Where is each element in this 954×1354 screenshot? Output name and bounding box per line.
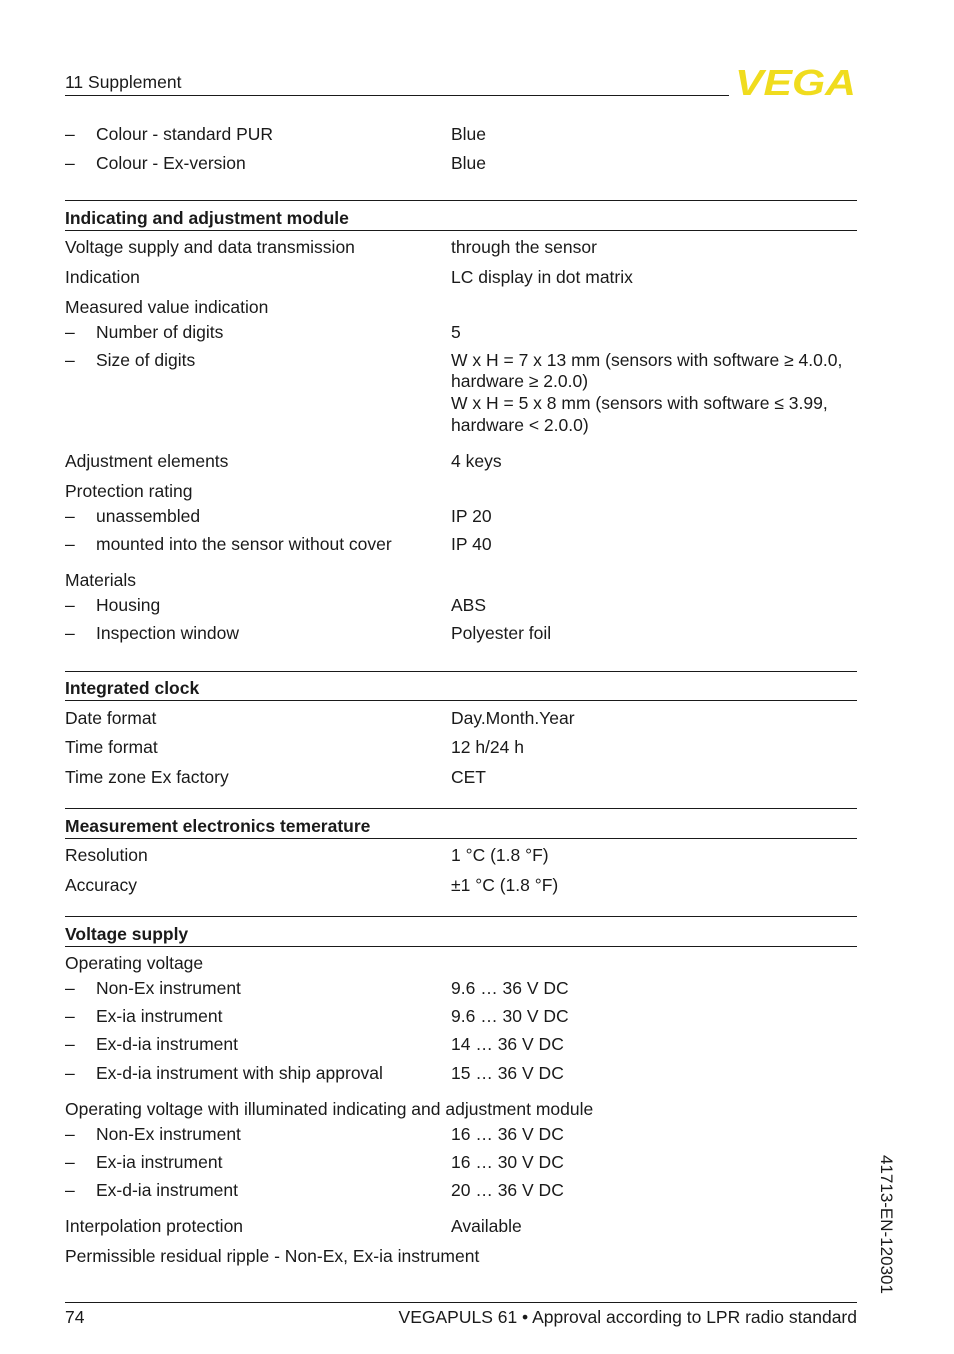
colour-ex-label: Colour - Ex-version [96, 153, 246, 173]
illuminated-voltage-label: Operating voltage with illuminated indicating and adjustment module [65, 1099, 594, 1119]
ill-non-ex-value: 16 … 36 V DC [451, 1124, 564, 1144]
ill-ex-d-ia-value: 20 … 36 V DC [451, 1180, 564, 1200]
digits-value: 5 [451, 322, 461, 342]
mounted-label: mounted into the sensor without cover [96, 534, 392, 554]
dash-marker: – [65, 350, 75, 370]
indication-value: LC display in dot matrix [451, 267, 633, 287]
dash-marker: – [65, 322, 75, 342]
section-title-voltage-supply: Voltage supply [65, 924, 189, 944]
ill-ex-ia-label: Ex-ia instrument [96, 1152, 223, 1172]
ill-ex-ia-value: 16 … 30 V DC [451, 1152, 564, 1172]
op-non-ex-value: 9.6 … 36 V DC [451, 978, 569, 998]
dash-marker: – [65, 1180, 75, 1200]
size-digits-value-line2: hardware ≥ 2.0.0) [451, 371, 589, 391]
section-rule [65, 808, 857, 809]
inspection-window-value: Polyester foil [451, 623, 552, 643]
colour-standard-label: Colour - standard PUR [96, 124, 274, 144]
size-digits-label: Size of digits [96, 350, 196, 370]
digits-label: Number of digits [96, 322, 224, 342]
size-digits-value-line3: W x H = 5 x 8 mm (sensors with software ≤ 3.99, [451, 393, 828, 413]
section-rule [65, 230, 857, 231]
op-ship-approval-value: 15 … 36 V DC [451, 1063, 564, 1083]
vega-logo [735, 66, 857, 98]
dash-marker: – [65, 623, 75, 643]
section-header: 11 Supplement [65, 72, 182, 92]
doc-title: VEGAPULS 61 • Approval according to LPR radio standard [398, 1307, 857, 1327]
adjustment-elements-value: 4 keys [451, 451, 502, 471]
op-ship-approval-label: Ex-d-ia instrument with ship approval [96, 1063, 383, 1083]
interpolation-label: Interpolation protection [65, 1216, 244, 1236]
dash-marker: – [65, 1063, 75, 1083]
section-title-temperature: Measurement electronics temerature [65, 816, 371, 836]
accuracy-label: Accuracy [65, 875, 137, 895]
residual-ripple-label: Permissible residual ripple - Non-Ex, Ex-ia instrument [65, 1246, 480, 1266]
housing-value: ABS [451, 595, 487, 615]
header-rule [65, 95, 729, 96]
housing-label: Housing [96, 595, 161, 615]
doc-id: 41713-EN-120301 [877, 1155, 896, 1294]
ill-ex-d-ia-label: Ex-d-ia instrument [96, 1180, 238, 1200]
dash-marker: – [65, 595, 75, 615]
date-format-value: Day.Month.Year [451, 708, 575, 728]
date-format-label: Date format [65, 708, 157, 728]
op-ex-ia-label: Ex-ia instrument [96, 1006, 223, 1026]
op-ex-ia-value: 9.6 … 30 V DC [451, 1006, 569, 1026]
ill-non-ex-label: Non-Ex instrument [96, 1124, 241, 1144]
mounted-value: IP 40 [451, 534, 492, 554]
section-rule [65, 916, 857, 917]
resolution-label: Resolution [65, 845, 148, 865]
colour-ex-value: Blue [451, 153, 487, 173]
section-rule [65, 200, 857, 201]
indication-label: Indication [65, 267, 140, 287]
unassembled-value: IP 20 [451, 506, 492, 526]
section-title-display-module: Indicating and adjustment module [65, 208, 349, 228]
section-rule [65, 700, 857, 701]
dash-marker: – [65, 1152, 75, 1172]
dash-marker: – [65, 124, 75, 144]
op-ex-d-ia-value: 14 … 36 V DC [451, 1034, 564, 1054]
section-rule [65, 671, 857, 672]
adjustment-elements-label: Adjustment elements [65, 451, 229, 471]
section-rule [65, 838, 857, 839]
dash-marker: – [65, 506, 75, 526]
voltage-data-label: Voltage supply and data transmission [65, 237, 355, 257]
op-ex-d-ia-label: Ex-d-ia instrument [96, 1034, 238, 1054]
footer-rule [65, 1302, 857, 1303]
unassembled-label: unassembled [96, 506, 201, 526]
dash-marker: – [65, 1006, 75, 1026]
colour-standard-value: Blue [451, 124, 487, 144]
accuracy-value: ±1 °C (1.8 °F) [451, 875, 559, 895]
size-digits-value-line1: W x H = 7 x 13 mm (sensors with software ≥ 4.0.0, [451, 350, 843, 370]
time-zone-value: CET [451, 767, 486, 787]
dash-marker: – [65, 153, 75, 173]
size-digits-value-line4: hardware < 2.0.0) [451, 415, 589, 435]
voltage-data-value: through the sensor [451, 237, 597, 257]
page-number: 74 [65, 1307, 85, 1327]
time-format-value: 12 h/24 h [451, 737, 524, 757]
dash-marker: – [65, 1124, 75, 1144]
dash-marker: – [65, 534, 75, 554]
op-non-ex-label: Non-Ex instrument [96, 978, 241, 998]
resolution-value: 1 °C (1.8 °F) [451, 845, 549, 865]
time-zone-label: Time zone Ex factory [65, 767, 229, 787]
materials-label: Materials [65, 570, 136, 590]
operating-voltage-label: Operating voltage [65, 953, 204, 973]
dash-marker: – [65, 1034, 75, 1054]
logo-text: VEGA [735, 66, 856, 98]
measured-indication-label: Measured value indication [65, 297, 269, 317]
inspection-window-label: Inspection window [96, 623, 239, 643]
section-title-clock: Integrated clock [65, 678, 200, 698]
section-rule [65, 946, 857, 947]
interpolation-value: Available [451, 1216, 522, 1236]
dash-marker: – [65, 978, 75, 998]
time-format-label: Time format [65, 737, 158, 757]
protection-rating-label: Protection rating [65, 481, 193, 501]
